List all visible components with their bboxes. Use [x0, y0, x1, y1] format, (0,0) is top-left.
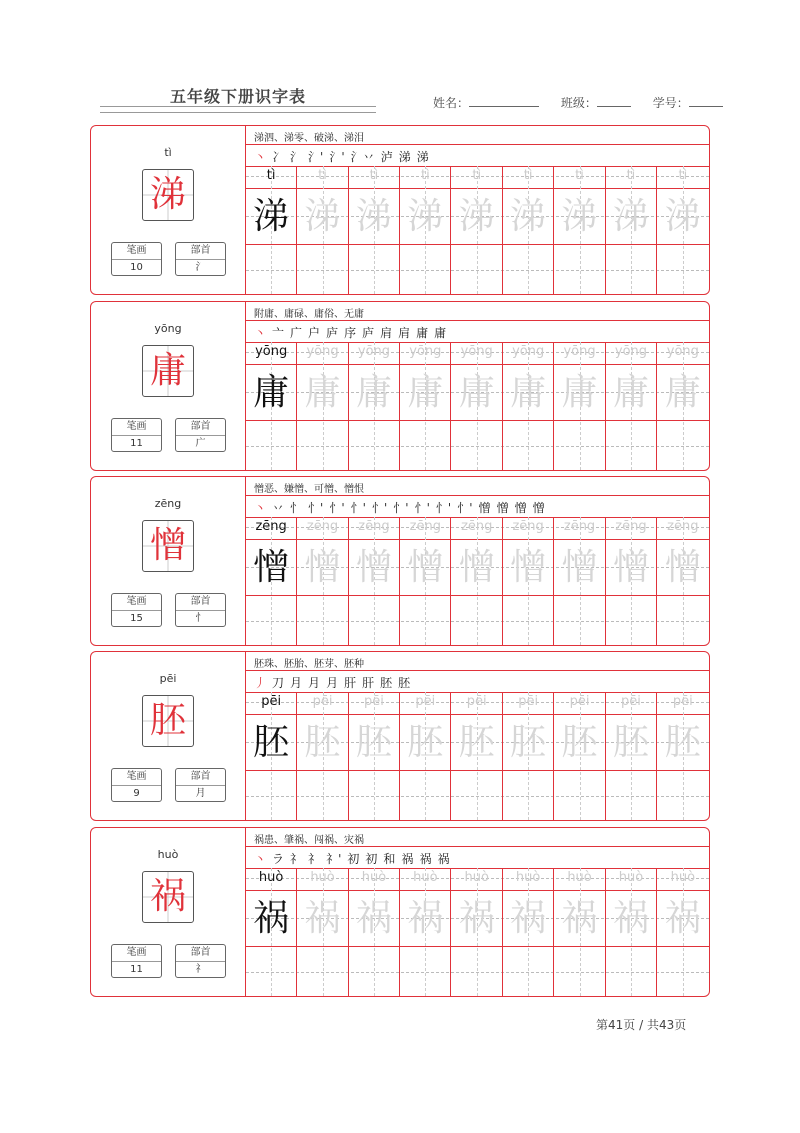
practice-pinyin: yōng	[614, 344, 648, 359]
radical-label: 部首	[176, 419, 225, 436]
practice-grid	[246, 166, 709, 294]
example-words: 憎恶、嫌憎、可憎、憎恨	[254, 484, 364, 495]
character-card	[90, 827, 710, 997]
stroke-step: 礻'	[326, 852, 342, 866]
practice-cell[interactable]	[657, 166, 708, 294]
stroke-step: 和	[383, 852, 396, 866]
stroke-count-value: 10	[130, 262, 143, 273]
char-display-box	[142, 871, 194, 923]
practice-pinyin: pēi	[466, 694, 487, 709]
stroke-count-box	[111, 944, 162, 978]
stroke-step: 肩	[380, 326, 393, 340]
practice-pinyin: yōng	[666, 344, 699, 359]
stroke-step: 月	[308, 676, 321, 690]
practice-pinyin: yōng	[357, 344, 391, 359]
example-words: 胚珠、胚胎、胚芽、胚种	[254, 659, 364, 670]
practice-char: 憎	[510, 547, 547, 588]
stroke-step: 户	[308, 326, 321, 340]
stroke-step: 忄'	[371, 501, 388, 515]
practice-pinyin: pēi	[518, 694, 539, 709]
practice-char: 涕	[664, 196, 701, 237]
practice-pinyin: yōng	[563, 344, 596, 359]
stroke-order	[254, 148, 435, 165]
stroke-step: 氵	[290, 150, 303, 164]
practice-char: 涕	[355, 196, 392, 237]
student-info-fields	[433, 94, 723, 111]
stroke-step: 祸	[401, 852, 414, 866]
stroke-step: 丶	[254, 501, 267, 515]
stroke-step: 刀	[272, 676, 285, 690]
radical-value: 月	[195, 788, 206, 799]
practice-char: 胚	[355, 722, 392, 763]
practice-char: 庸	[664, 372, 701, 413]
stroke-step: 肝	[362, 676, 375, 690]
practice-pinyin: zēng	[512, 519, 544, 534]
radical-value: 广	[195, 438, 206, 449]
row-divider	[246, 144, 709, 145]
row-divider	[246, 320, 709, 321]
stroke-step: 氵'	[308, 150, 324, 164]
example-words: 涕泗、涕零、破涕、涕泪	[254, 133, 364, 144]
stroke-step: 忄'	[414, 501, 430, 515]
practice-cell[interactable]	[349, 166, 400, 294]
example-words: 附庸、庸碌、庸俗、无庸	[254, 309, 364, 320]
char-display-box	[142, 169, 194, 221]
char-pinyin: huò	[157, 848, 179, 861]
stroke-order	[254, 499, 551, 516]
stroke-step: 忄'	[329, 501, 345, 515]
practice-char: 祸	[664, 898, 701, 939]
stroke-step: 忄'	[308, 501, 324, 515]
practice-cell[interactable]	[657, 692, 708, 820]
practice-pinyin: huò	[515, 870, 541, 885]
practice-cell[interactable]	[297, 868, 348, 996]
stroke-step: 月	[326, 676, 339, 690]
practice-cell[interactable]	[400, 166, 451, 294]
practice-char: 胚	[304, 722, 341, 763]
stroke-step: 丶	[254, 852, 267, 866]
character-card	[90, 651, 710, 821]
practice-cell[interactable]	[349, 692, 400, 820]
stroke-step: 胚	[380, 676, 393, 690]
char-pinyin: zēng	[154, 497, 182, 510]
char-pinyin: yōng	[154, 322, 182, 335]
char-info-panel	[91, 126, 246, 294]
stroke-step: 涕	[398, 150, 411, 164]
practice-cell[interactable]	[400, 517, 451, 645]
practice-char: 庸	[355, 372, 392, 413]
practice-char: 憎	[561, 547, 598, 588]
practice-cell[interactable]	[657, 868, 708, 996]
practice-char: 憎	[355, 547, 392, 588]
stroke-order	[254, 674, 416, 691]
page-header	[0, 0, 800, 120]
practice-cell[interactable]	[606, 692, 657, 820]
practice-char: 憎	[304, 547, 341, 588]
practice-pinyin: tì	[575, 168, 584, 183]
practice-char: 胚	[253, 722, 290, 763]
practice-pinyin: tì	[266, 168, 276, 183]
practice-cell[interactable]	[554, 342, 605, 470]
radical-value: 礻	[195, 964, 206, 975]
practice-char: 胚	[458, 722, 495, 763]
stroke-step: 冫	[272, 150, 285, 164]
practice-char: 胚	[510, 722, 547, 763]
char-display-box	[142, 520, 194, 572]
practice-char: 胚	[561, 722, 598, 763]
practice-pinyin: tì	[678, 168, 688, 183]
student-no-blank[interactable]	[689, 96, 723, 107]
radical-box	[175, 768, 226, 802]
stroke-step: 亠	[272, 326, 285, 340]
practice-pinyin: zēng	[615, 519, 647, 534]
practice-cell[interactable]	[554, 517, 605, 645]
char-info-panel	[91, 477, 246, 645]
char-pinyin: tì	[164, 146, 172, 159]
practice-panel	[246, 477, 709, 645]
practice-cell[interactable]	[452, 342, 503, 470]
practice-pinyin: pēi	[569, 694, 590, 709]
practice-pinyin: huò	[670, 870, 696, 885]
practice-pinyin: yōng	[306, 344, 339, 359]
practice-pinyin: huò	[413, 870, 438, 885]
char-display-box	[142, 345, 194, 397]
main-char: 涕	[149, 174, 186, 215]
stroke-step: 忄'	[457, 501, 473, 515]
char-info-panel	[91, 828, 246, 996]
practice-pinyin: huò	[258, 870, 284, 885]
practice-cell[interactable]	[554, 166, 605, 294]
practice-panel	[246, 126, 709, 294]
main-char: 胚	[149, 700, 186, 741]
practice-cell[interactable]	[297, 342, 348, 470]
character-card	[90, 476, 710, 646]
stroke-count-value: 11	[130, 964, 143, 975]
practice-grid	[246, 692, 709, 820]
practice-grid	[246, 342, 709, 470]
name-label: 姓名：	[433, 96, 470, 110]
practice-pinyin: yōng	[409, 344, 442, 359]
practice-pinyin: zēng	[667, 519, 699, 534]
stroke-step: 丶	[254, 326, 267, 340]
practice-cell[interactable]	[503, 342, 554, 470]
practice-panel	[246, 652, 709, 820]
main-char: 庸	[149, 350, 186, 391]
practice-cell[interactable]	[452, 692, 503, 820]
practice-cell[interactable]	[554, 868, 605, 996]
practice-cell[interactable]	[606, 342, 657, 470]
stroke-step: 氵丷	[350, 150, 375, 164]
practice-cell[interactable]	[606, 868, 657, 996]
stroke-step: 氵'	[329, 150, 345, 164]
practice-cell[interactable]	[452, 517, 503, 645]
practice-pinyin: zēng	[563, 519, 596, 534]
practice-char: 憎	[664, 547, 701, 588]
practice-cell[interactable]	[503, 166, 554, 294]
stroke-step: 月	[290, 676, 303, 690]
page-title: 五年级下册识字表	[169, 87, 306, 106]
stroke-step: 憎	[514, 501, 527, 515]
practice-grid	[246, 868, 709, 996]
practice-char: 庸	[561, 372, 598, 413]
practice-pinyin: yōng	[255, 344, 288, 359]
practice-pinyin: huò	[618, 870, 644, 885]
practice-pinyin: pēi	[621, 694, 641, 709]
stroke-step: 庸	[434, 326, 447, 340]
stroke-step: 礻	[290, 852, 303, 866]
practice-cell[interactable]	[349, 342, 400, 470]
practice-char: 庸	[510, 372, 547, 413]
stroke-step: 庐	[362, 326, 375, 340]
practice-pinyin: tì	[369, 168, 379, 183]
practice-cell[interactable]	[246, 692, 297, 820]
char-display-box	[142, 695, 194, 747]
practice-pinyin: pēi	[312, 694, 333, 709]
radical-value: 忄	[195, 613, 206, 624]
practice-panel	[246, 828, 709, 996]
stroke-count-value: 15	[130, 613, 143, 624]
practice-cell[interactable]	[246, 868, 297, 996]
practice-pinyin: zēng	[409, 519, 441, 534]
practice-cell[interactable]	[503, 868, 554, 996]
practice-char: 涕	[510, 196, 547, 237]
stroke-step: 初	[365, 852, 378, 866]
practice-cell[interactable]	[657, 342, 708, 470]
radical-box	[175, 418, 226, 452]
stroke-step: 庐	[326, 326, 339, 340]
main-char: 憎	[149, 525, 186, 566]
practice-char: 涕	[458, 196, 495, 237]
stroke-step: 憎	[478, 501, 491, 515]
stroke-step: 胚	[398, 676, 411, 690]
practice-cell[interactable]	[246, 166, 297, 294]
practice-char: 庸	[407, 372, 444, 413]
stroke-step: 广	[290, 326, 303, 340]
practice-pinyin: tì	[318, 168, 327, 183]
practice-cell[interactable]	[400, 342, 451, 470]
stroke-step: 泸	[380, 150, 393, 164]
main-char: 祸	[149, 876, 186, 917]
radical-value: 氵	[195, 262, 206, 273]
practice-pinyin: yōng	[460, 344, 493, 359]
practice-cell[interactable]	[349, 868, 400, 996]
title-underline	[100, 106, 376, 113]
practice-pinyin: pēi	[672, 694, 693, 709]
practice-char: 庸	[458, 372, 495, 413]
stroke-count-box	[111, 418, 162, 452]
stroke-step: 祸	[437, 852, 450, 866]
stroke-count-label: 笔画	[112, 243, 161, 260]
char-info-panel	[91, 652, 246, 820]
practice-cell[interactable]	[503, 692, 554, 820]
practice-char: 涕	[612, 196, 649, 237]
radical-box	[175, 593, 226, 627]
practice-pinyin: zēng	[306, 519, 339, 534]
practice-panel	[246, 302, 709, 470]
practice-cell[interactable]	[297, 517, 348, 645]
stroke-step: 肝	[344, 676, 357, 690]
practice-char: 涕	[407, 196, 444, 237]
radical-label: 部首	[176, 243, 225, 260]
practice-pinyin: zēng	[358, 519, 390, 534]
practice-pinyin: tì	[523, 168, 533, 183]
practice-cell[interactable]	[657, 517, 708, 645]
practice-pinyin: zēng	[255, 519, 287, 534]
practice-pinyin: huò	[361, 870, 387, 885]
practice-cell[interactable]	[349, 517, 400, 645]
practice-grid	[246, 517, 709, 645]
radical-label: 部首	[176, 594, 225, 611]
class-blank[interactable]	[597, 96, 631, 107]
practice-char: 憎	[458, 547, 495, 588]
stroke-step: 涕	[416, 150, 429, 164]
practice-char: 庸	[612, 372, 649, 413]
practice-cell[interactable]	[246, 517, 297, 645]
practice-char: 涕	[253, 196, 290, 237]
stroke-count-box	[111, 593, 162, 627]
practice-cell[interactable]	[297, 166, 348, 294]
stroke-count-box	[111, 242, 162, 276]
practice-cell[interactable]	[606, 166, 657, 294]
practice-char: 涕	[304, 196, 341, 237]
stroke-step: 丶	[254, 150, 267, 164]
character-card	[90, 301, 710, 471]
practice-pinyin: pēi	[415, 694, 436, 709]
practice-char: 祸	[612, 898, 649, 939]
stroke-step: 庸	[416, 326, 429, 340]
class-label: 班级：	[560, 96, 597, 110]
practice-cell[interactable]	[246, 342, 297, 470]
practice-cell[interactable]	[554, 692, 605, 820]
stroke-step: 礻	[308, 852, 321, 866]
stroke-count-label: 笔画	[112, 945, 161, 962]
row-divider	[246, 670, 709, 671]
practice-pinyin: huò	[567, 870, 592, 885]
example-words: 祸患、肇祸、闯祸、灾祸	[254, 835, 364, 846]
name-blank[interactable]	[469, 96, 539, 107]
stroke-step: 序	[344, 326, 357, 340]
practice-char: 祸	[253, 898, 290, 939]
radical-label: 部首	[176, 945, 225, 962]
stroke-count-label: 笔画	[112, 419, 161, 436]
stroke-step: 忄'	[393, 501, 409, 515]
practice-pinyin: huò	[464, 870, 489, 885]
stroke-step: ラ	[272, 852, 285, 866]
practice-char: 憎	[407, 547, 444, 588]
practice-char: 胚	[612, 722, 649, 763]
stroke-count-value: 9	[133, 788, 140, 799]
radical-box	[175, 944, 226, 978]
stroke-step: 丿	[254, 676, 267, 690]
stroke-step: 祸	[419, 852, 432, 866]
practice-char: 胚	[407, 722, 444, 763]
character-card	[90, 125, 710, 295]
stroke-step: 憎	[532, 501, 545, 515]
practice-char: 祸	[304, 898, 341, 939]
student-no-label: 学号：	[652, 96, 689, 110]
stroke-step: 忄	[290, 501, 303, 515]
practice-char: 祸	[561, 898, 598, 939]
row-divider	[246, 846, 709, 847]
practice-char: 庸	[304, 372, 341, 413]
practice-char: 涕	[561, 196, 598, 237]
practice-cell[interactable]	[606, 517, 657, 645]
stroke-step: 肩	[398, 326, 411, 340]
stroke-count-value: 11	[130, 438, 143, 449]
practice-char: 庸	[253, 372, 290, 413]
practice-char: 祸	[458, 898, 495, 939]
stroke-step: 丷	[272, 501, 285, 515]
stroke-count-label: 笔画	[112, 594, 161, 611]
stroke-step: 忄'	[435, 501, 452, 515]
practice-cell[interactable]	[297, 692, 348, 820]
practice-pinyin: tì	[626, 168, 636, 183]
radical-label: 部首	[176, 769, 225, 786]
practice-char: 祸	[510, 898, 547, 939]
practice-char: 祸	[355, 898, 392, 939]
practice-char: 憎	[612, 547, 649, 588]
char-info-panel	[91, 302, 246, 470]
practice-cell[interactable]	[452, 868, 503, 996]
practice-pinyin: pēi	[261, 694, 282, 709]
practice-pinyin: huò	[310, 870, 335, 885]
stroke-order	[254, 850, 455, 867]
page-number: 第41页 / 共43页	[596, 1018, 687, 1032]
practice-cell[interactable]	[400, 692, 451, 820]
practice-cell[interactable]	[400, 868, 451, 996]
practice-char: 胚	[664, 722, 701, 763]
practice-char: 憎	[253, 547, 290, 588]
stroke-step: 憎	[496, 501, 509, 515]
practice-char: 祸	[407, 898, 444, 939]
row-divider	[246, 495, 709, 496]
practice-cell[interactable]	[503, 517, 554, 645]
stroke-step: 初	[347, 852, 360, 866]
practice-pinyin: tì	[472, 168, 482, 183]
stroke-count-box	[111, 768, 162, 802]
practice-pinyin: pēi	[364, 694, 384, 709]
stroke-count-label: 笔画	[112, 769, 161, 786]
practice-pinyin: zēng	[461, 519, 493, 534]
practice-pinyin: tì	[420, 168, 430, 183]
radical-box	[175, 242, 226, 276]
char-pinyin: pēi	[159, 672, 177, 685]
stroke-step: 忄'	[350, 501, 366, 515]
stroke-order	[254, 324, 452, 341]
practice-pinyin: yōng	[512, 344, 545, 359]
practice-cell[interactable]	[452, 166, 503, 294]
